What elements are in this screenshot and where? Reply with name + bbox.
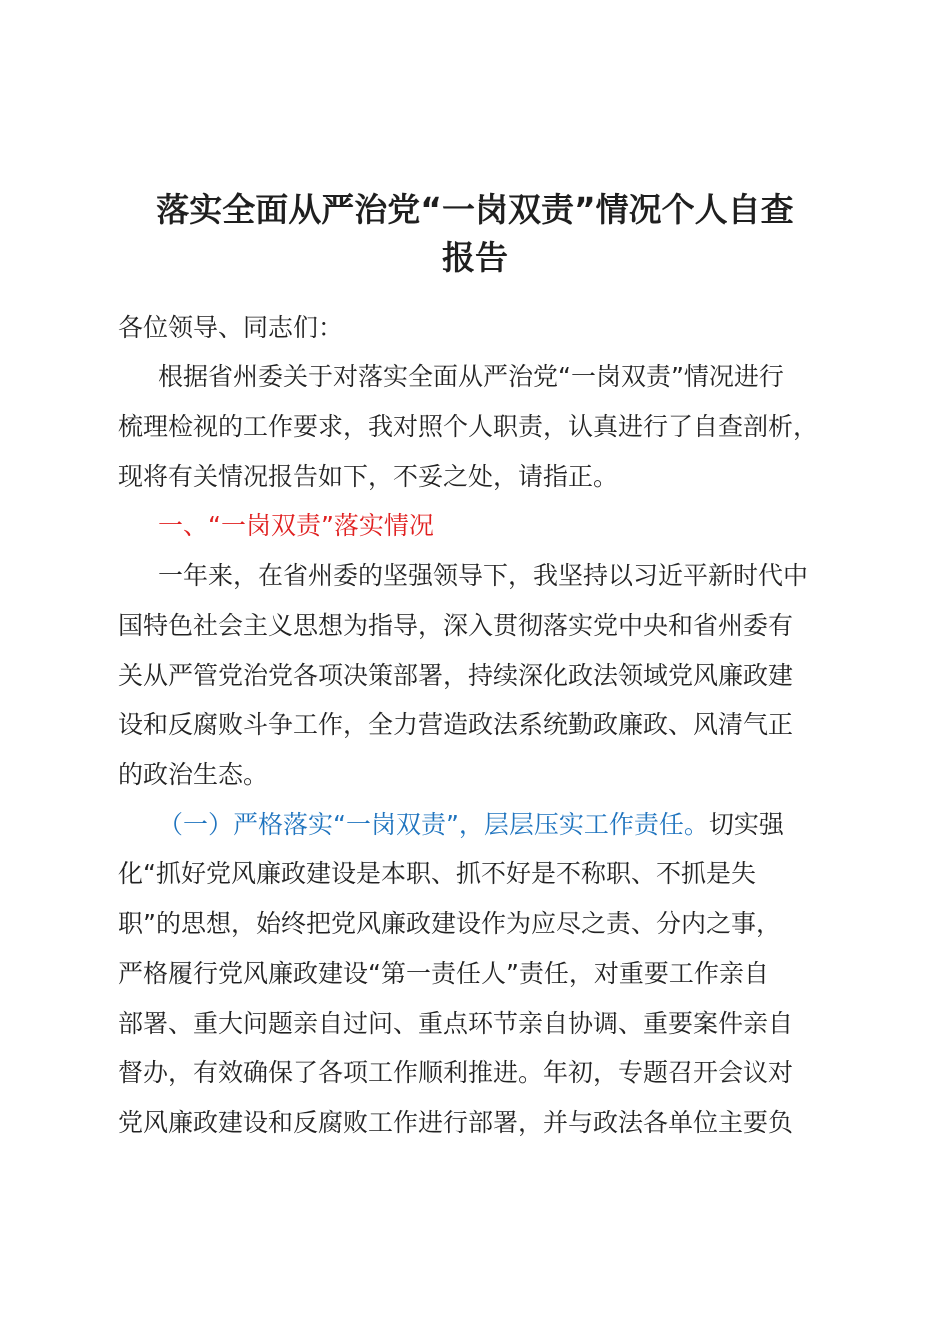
subsection-1-line: 职”的思想，始终把党风廉政建设作为应尽之责、分内之事， — [118, 909, 781, 938]
subsection-1-heading: （一）严格落实“一岗双责”，层层压实工作责任。 — [158, 810, 709, 839]
section-1-line: 关从严管党治党各项决策部署，持续深化政法领域党风廉政建 — [118, 661, 794, 690]
intro-line: 现将有关情况报告如下，不妥之处，请指正。 — [118, 462, 619, 491]
salutation: 各位领导、同志们： — [118, 313, 344, 342]
subsection-1-line: 督办，有效确保了各项工作顺利推进。年初，专题召开会议对 — [118, 1058, 794, 1087]
document-title-line-1: 落实全面从严治党“一岗双责”情况个人自查 — [156, 190, 794, 229]
subsection-1-first-line — [158, 805, 863, 845]
intro-line: 梳理检视的工作要求，我对照个人职责，认真进行了自查剖析， — [118, 412, 819, 441]
section-1-heading: 一、“一岗双责”落实情况 — [158, 511, 434, 540]
section-1-line: 一年来，在省州委的坚强领导下，我坚持以习近平新时代中 — [158, 561, 809, 590]
subsection-1-line: 化“抓好党风廉政建设是本职、抓不好是不称职、不抓是失 — [118, 859, 756, 888]
section-1-line: 设和反腐败斗争工作，全力营造政法系统勤政廉政、风清气正 — [118, 710, 794, 739]
section-1-line: 的政治生态。 — [118, 760, 269, 789]
section-1-line: 国特色社会主义思想为指导，深入贯彻落实党中央和省州委有 — [118, 611, 794, 640]
subsection-1-line: 部署、重大问题亲自过问、重点环节亲自协调、重要案件亲自 — [118, 1009, 794, 1038]
subsection-1-first-line-text: 切实强 — [708, 810, 784, 839]
subsection-1-line: 党风廉政建设和反腐败工作进行部署，并与政法各单位主要负 — [118, 1108, 794, 1137]
intro-line: 根据省州委关于对落实全面从严治党“一岗双责”情况进行 — [158, 362, 784, 391]
subsection-1-line: 严格履行党风廉政建设“第一责任人”责任，对重要工作亲自 — [118, 959, 769, 988]
document-title-line-2: 报告 — [442, 238, 508, 277]
